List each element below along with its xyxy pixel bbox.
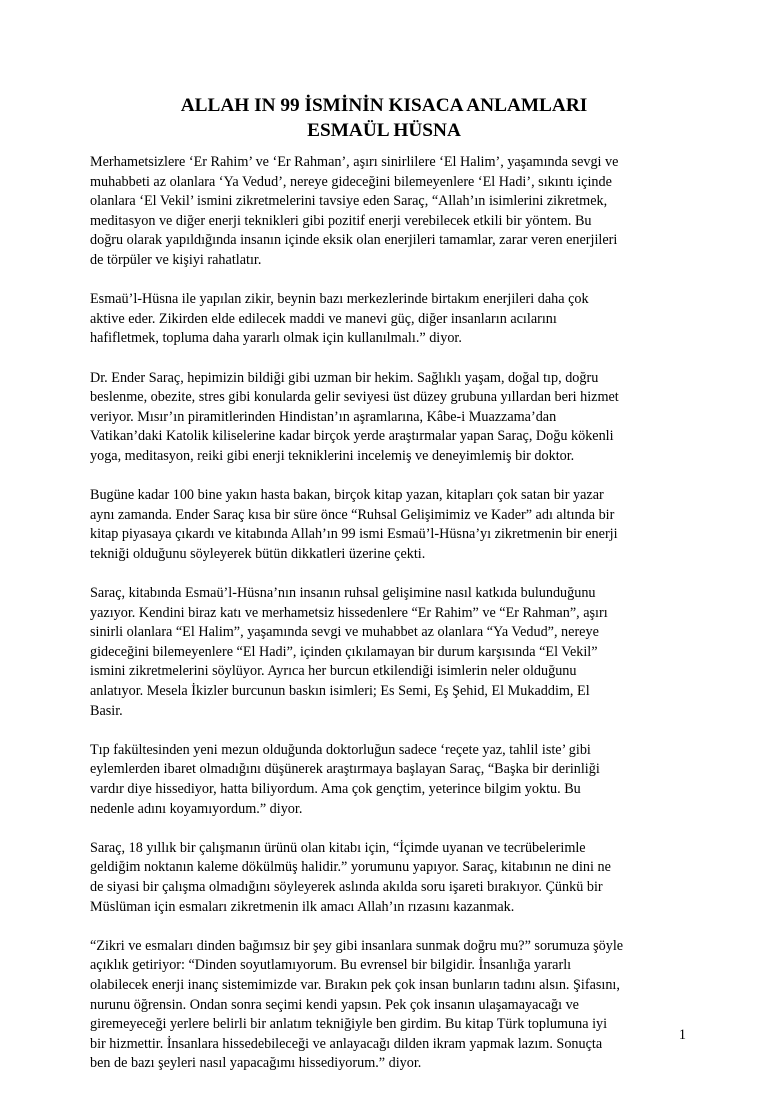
- text-line: Basir.: [90, 702, 123, 719]
- text-line: giremeyeceği yerlere belirli bir anlatım tekniğiyle ben girdim. Bu kitap Türk toplumuna iyi: [90, 1016, 608, 1033]
- paragraph-7: [90, 839, 690, 917]
- text-line: eylemlerden ibaret olmadığını düşünerek araştırmaya başlayan Saraç, “Başka bir derinliği: [90, 761, 600, 778]
- paragraph-3: [90, 369, 690, 467]
- text-line: Merhametsizlere ‘Er Rahim’ ve ‘Er Rahman’, aşırı sinirlilere ‘El Halim’, yaşamında sevgi ve: [90, 154, 619, 170]
- text-line: Esmaü’l-Hüsna ile yapılan zikir, beynin bazı merkezlerinde birtakım enerjileri daha çok: [90, 291, 589, 308]
- text-line: veriyor. Mısır’ın piramitlerinden Hindistan’ın aşramlarına, Kâbe-i Muazzama’dan: [90, 408, 557, 425]
- text-line: bir hizmettir. İnsanlara hissedebileceği ve anlayacağı dilden ikram yapmak lazım. Sonuçta: [90, 1035, 603, 1052]
- paragraph-5: [90, 584, 690, 721]
- text-line: “Zikri ve esmaları dinden bağımsız bir şey gibi insanlara sunmak doğru mu?” sorumuza şöyle: [90, 937, 624, 954]
- text-line: aktive eder. Zikirden elde edilecek maddi ve manevi güç, diğer insanların acılarını: [90, 310, 557, 327]
- text-line: Dr. Ender Saraç, hepimizin bildiği gibi uzman bir hekim. Sağlıklı yaşam, doğal tıp, doğru: [90, 369, 599, 386]
- paragraph-8: [90, 937, 690, 1074]
- text-line: geldiğim noktanın kaleme dökülmüş halidir.” yorumunu yapıyor. Saraç, kitabının ne dini ne: [90, 859, 611, 876]
- text-line: Müslüman için esmaları zikretmenin ilk amacı Allah’ın rızasını kazanmak.: [90, 898, 515, 915]
- paragraph-6: [90, 741, 690, 819]
- text-line: açıklık getiriyor: “Dinden soyutlamıyorum. Bu evrensel bir bilgidir. İnsanlığa yararlı: [90, 957, 572, 974]
- text-line: yazıyor. Kendini biraz katı ve merhametsiz hissedenlere “Er Rahim” ve “Er Rahman”, aşırı: [90, 604, 608, 621]
- text-line: nurunu öğrensin. Ondan sonra seçimi kendi yapsın. Pek çok insanın ulaşamayacağı ve: [90, 996, 579, 1013]
- text-line: ismini zikretmelerini söylüyor. Ayrıca her burcun etkilendiği isimlerin neler olduğunu: [90, 663, 577, 680]
- title-line-1: ALLAH IN 99 İSMİNİN KISACA ANLAMLARI: [180, 95, 588, 116]
- text-line: olanlara ‘El Vekil’ ismini zikretmelerini tavsiye eden Saraç, “Allah’ın isimlerini zikretmek,: [90, 193, 608, 210]
- text-line: de törpüler ve kişiyi rahatlatır.: [90, 251, 262, 268]
- page-number: 1: [678, 1027, 686, 1043]
- text-line: aynı zamanda. Ender Saraç kısa bir süre önce “Ruhsal Gelişimimiz ve Kader” adı altında bir: [90, 506, 615, 523]
- text-line: meditasyon ve diğer enerji teknikleri gibi pozitif enerji verebilecek etkili bir yöntem. Bu: [90, 212, 592, 229]
- text-line: nedenle adını koyamıyordum.” diyor.: [90, 800, 303, 817]
- text-line: sinirli olanlara “El Halim”, yaşamında sevgi ve muhabbet az olanlara “Ya Vedud”, nereye: [90, 624, 599, 641]
- text-line: olabilecek enerji inanç sistemimizde var. Bırakın pek çok insan bunların tadını alsın. Şifasını,: [90, 976, 620, 993]
- text-line: yoga, meditasyon, reiki gibi enerji tekniklerini incelemiş ve deneyimlemiş bir doktor.: [90, 447, 575, 464]
- text-line: Vatikan’daki Katolik kiliselerine kadar birçok yerde araştırmalar yapan Saraç, Doğu kökenli: [90, 428, 614, 445]
- text-line: Bugüne kadar 100 bine yakın hasta bakan, birçok kitap yazan, kitapları çok satan bir yazar: [90, 487, 604, 504]
- text-line: vardır diye hissediyor, hatta biliyordum. Ama çok gençtim, yeterince bilgim yoktu. Bu: [90, 781, 581, 797]
- text-line: anlatıyor. Mesela İkizler burcunun baskın isimleri; Es Semi, Eş Şehid, El Mukaddim, El: [90, 683, 590, 700]
- text-line: doğru olarak yapıldığında insanın içinde eksik olan enerjileri tamamlar, zarar veren enerjileri: [90, 232, 618, 249]
- paragraph-1: [90, 153, 690, 271]
- text-line: kitap piyasaya çıkardı ve kitabında Allah’ın 99 ismi Esmaü’l-Hüsna’yı zikretmenin bir enerji: [90, 526, 618, 543]
- text-line: de siyasi bir çalışma olmadığını söyleyerek aslında akılda soru işareti bırakıyor. Çünkü bir: [90, 878, 603, 895]
- text-line: tekniği olduğunu söyleyerek bütün dikkatleri üzerine çekti.: [90, 545, 426, 562]
- text-line: muhabbeti az olanlara ‘Ya Vedud’, nereye gideceğini bilemeyenlere ‘El Hadi’, sıkıntı içinde: [90, 173, 612, 190]
- text-line: hafifletmek, topluma daha yararlı olmak için kullanılmalı.” diyor.: [90, 330, 462, 347]
- text-line: Saraç, 18 yıllık bir çalışmanın ürünü olan kitabı için, “İçimde uyanan ve tecrübelerimle: [90, 839, 586, 856]
- title-line-2: ESMAÜL HÜSNA: [307, 120, 461, 141]
- text-line: Tıp fakültesinden yeni mezun olduğunda doktorluğun sadece ‘reçete yaz, tahlil iste’ gibi: [90, 741, 591, 758]
- paragraph-4: [90, 486, 690, 564]
- body-text: [90, 153, 690, 1094]
- text-line: ben de bazı şeyleri nasıl yapacağımı hissediyorum.” diyor.: [90, 1055, 422, 1072]
- text-line: gideceğini bilemeyenlere “El Hadi”, içinden çıkılamayan bir durum karşısında “El Vekil”: [90, 643, 598, 660]
- document-title: [90, 93, 678, 143]
- paragraph-2: [90, 290, 690, 349]
- text-line: beslenme, obezite, stres gibi konularda gelir seviyesi üst düzey grubuna yıllardan beri hizmet: [90, 389, 619, 406]
- text-line: Saraç, kitabında Esmaü’l-Hüsna’nın insanın ruhsal gelişimine nasıl katkıda bulunduğunu: [90, 585, 596, 602]
